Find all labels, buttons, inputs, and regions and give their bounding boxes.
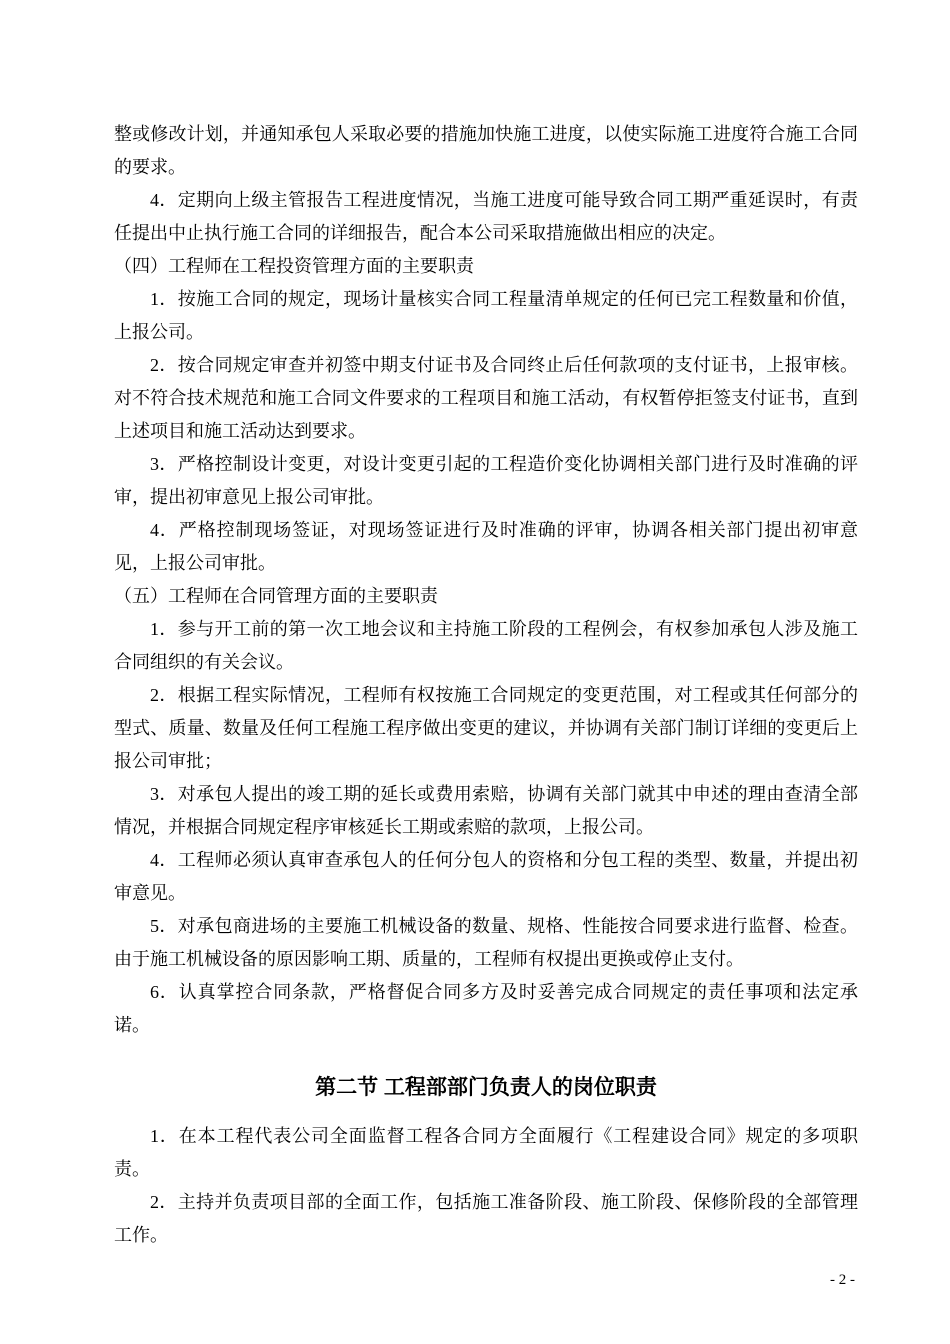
document-body <box>114 118 858 1252</box>
paragraph-item-5: 5．对承包商进场的主要施工机械设备的数量、规格、性能按合同要求进行监督、检查。由于施工机械设备的原因影响工期、质量的，工程师有权提出更换或停止支付。 <box>114 916 858 969</box>
subsection-heading-4: （四）工程师在工程投资管理方面的主要职责 <box>114 256 474 276</box>
section-heading: 第二节 工程部部门负责人的岗位职责 <box>315 1076 657 1099</box>
paragraph-item-4c: 4．工程师必须认真审查承包人的任何分包人的资格和分包工程的类型、数量，并提出初审意见。 <box>114 850 858 903</box>
paragraph-item-2b: 2．根据工程实际情况，工程师有权按施工合同规定的变更范围，对工程或其任何部分的型式、质量、数量及任何工程施工程序做出变更的建议，并协调有关部门制订详细的变更后上报公司审批； <box>114 685 858 771</box>
paragraph-continuation: 整或修改计划，并通知承包人采取必要的措施加快施工进度，以使实际施工进度符合施工合同的要求。 <box>114 124 858 177</box>
paragraph-item-1b: 1．参与开工前的第一次工地会议和主持施工阶段的工程例会，有权参加承包人涉及施工合同组织的有关会议。 <box>114 619 858 672</box>
page-number: - 2 - <box>830 1272 855 1288</box>
paragraph-item-6: 6．认真掌控合同条款，严格督促合同多方及时妥善完成合同规定的责任事项和法定承诺。 <box>114 982 858 1035</box>
paragraph-item-3b: 3．对承包人提出的竣工期的延长或费用索赔，协调有关部门就其中申述的理由查清全部情况，并根据合同规定程序审核延长工期或索赔的款项，上报公司。 <box>114 784 858 837</box>
section-paragraph-1: 1．在本工程代表公司全面监督工程各合同方全面履行《工程建设合同》规定的多项职责。 <box>114 1126 858 1179</box>
subsection-heading-5: （五）工程师在合同管理方面的主要职责 <box>114 586 438 606</box>
paragraph-item-4: 4．定期向上级主管报告工程进度情况，当施工进度可能导致合同工期严重延误时，有责任提出中止执行施工合同的详细报告，配合本公司采取措施做出相应的决定。 <box>114 190 858 243</box>
paragraph-item-1: 1．按施工合同的规定，现场计量核实合同工程量清单规定的任何已完工程数量和价值，上报公司。 <box>114 289 858 342</box>
paragraph-item-2: 2．按合同规定审查并初签中期支付证书及合同终止后任何款项的支付证书，上报审核。对不符合技术规范和施工合同文件要求的工程项目和施工活动，有权暂停拒签支付证书，直到上述项目和施工活动达到要求。 <box>114 355 858 441</box>
paragraph-item-3: 3．严格控制设计变更，对设计变更引起的工程造价变化协调相关部门进行及时准确的评审，提出初审意见上报公司审批。 <box>114 454 858 507</box>
paragraph-item-4b: 4．严格控制现场签证，对现场签证进行及时准确的评审，协调各相关部门提出初审意见，上报公司审批。 <box>114 520 858 573</box>
section-paragraph-2: 2．主持并负责项目部的全面工作，包括施工准备阶段、施工阶段、保修阶段的全部管理工作。 <box>114 1192 858 1245</box>
